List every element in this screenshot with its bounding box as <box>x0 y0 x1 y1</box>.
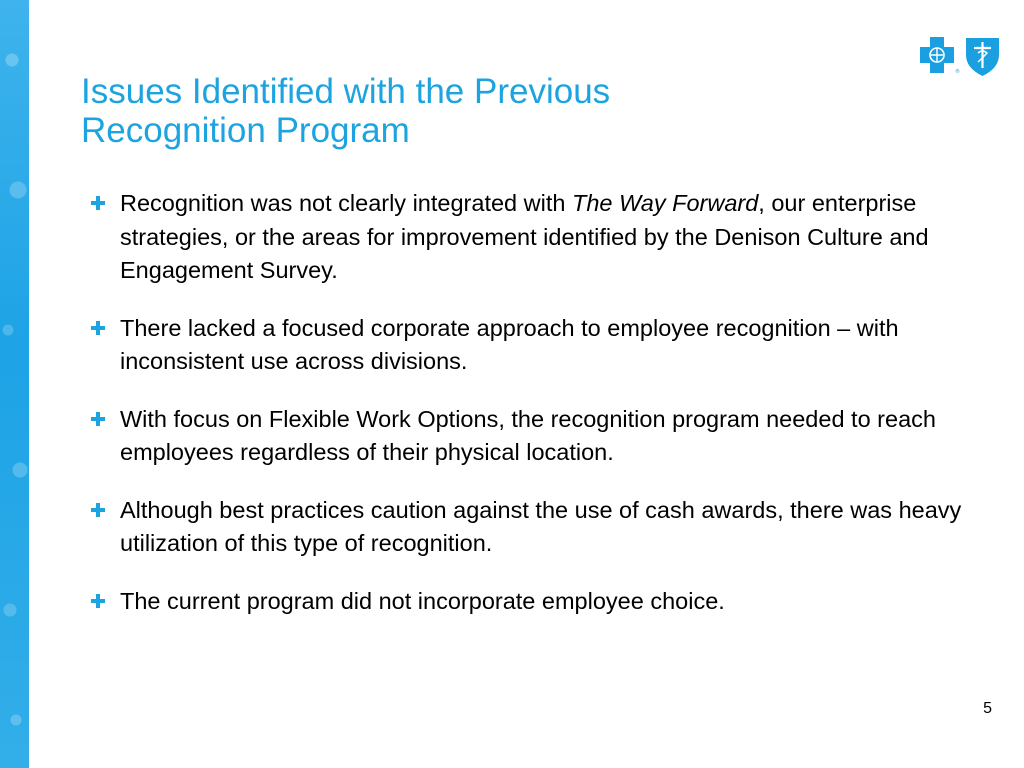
bullet-item <box>89 585 969 619</box>
bullet-text-continued: , our enterprise strategies, or the areas for improvement identified by the Denison Culture and Engagement Survey. <box>120 190 929 283</box>
plus-bullet-icon <box>91 412 105 426</box>
slide-title-line-2: Recognition Program <box>81 111 410 150</box>
plus-bullet-icon <box>91 196 105 210</box>
blue-cross-icon <box>920 37 954 73</box>
bullet-emphasis: The Way Forward <box>571 190 759 216</box>
blue-shield-icon <box>966 38 999 76</box>
bullet-text: Recognition was not clearly integrated with <box>120 190 572 216</box>
bullet-item <box>89 403 969 470</box>
bullet-text: The current program did not incorporate employee choice. <box>120 587 725 614</box>
bullet-text: There lacked a focused corporate approach to employee recognition – with inconsistent use across divisions. <box>120 314 899 374</box>
brand-logo <box>920 35 1000 77</box>
plus-bullet-icon <box>91 594 105 608</box>
slide-title-line-1: Issues Identified with the Previous <box>81 72 611 111</box>
registered-mark: ® <box>955 69 960 75</box>
bullet-text: Although best practices caution against the use of cash awards, there was heavy utilization of this type of recognition. <box>120 496 962 556</box>
bullet-list <box>89 187 969 642</box>
bullet-item <box>89 187 969 288</box>
slide-title <box>81 72 901 150</box>
plus-bullet-icon <box>91 503 105 517</box>
plus-bullet-icon <box>91 321 105 335</box>
bullet-item <box>89 494 969 561</box>
decorative-side-band <box>0 0 29 768</box>
page-number: 5 <box>983 700 992 717</box>
bullet-text: With focus on Flexible Work Options, the recognition program needed to reach employees regardless of their physical location. <box>120 405 936 465</box>
bullet-item <box>89 312 969 379</box>
